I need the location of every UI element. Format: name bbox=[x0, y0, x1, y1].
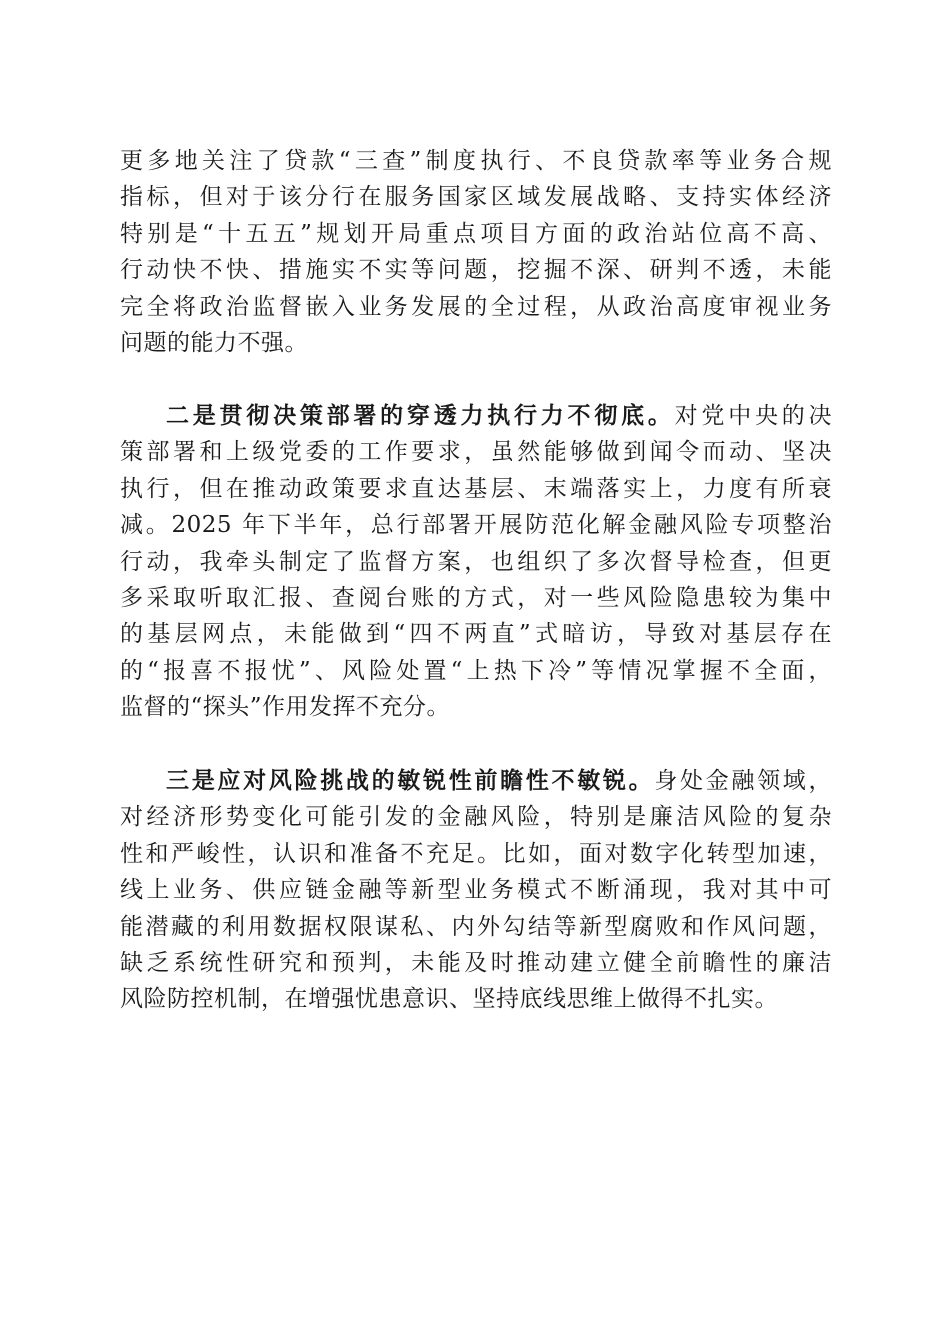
paragraph-first-line bbox=[120, 398, 832, 434]
paragraph-line: 行动，我牵头制定了监督方案，也组织了多次督导检查，但更 bbox=[120, 548, 832, 575]
paragraph-line: 监督的“探头”作用发挥不充分。 bbox=[120, 694, 451, 721]
paragraph-line: 能潜藏的利用数据权限谋私、内外勾结等新型腐败和作风问题， bbox=[120, 913, 832, 940]
paragraph-line: 执行，但在推动政策要求直达基层、末端落实上，力度有所衰 bbox=[120, 475, 832, 502]
paragraph-line: 特别是“十五五”规划开局重点项目方面的政治站位高不高、 bbox=[120, 220, 832, 247]
paragraph-point-three bbox=[120, 763, 832, 1018]
paragraph-line: 线上业务、供应链金融等新型业务模式不断涌现，我对其中可 bbox=[120, 877, 832, 904]
paragraph-line: 指标，但对于该分行在服务国家区域发展战略、支持实体经济 bbox=[120, 184, 832, 211]
paragraph-line: 风险防控机制，在增强忧患意识、坚持底线思维上做得不扎实。 bbox=[120, 986, 778, 1013]
paragraph-first-line bbox=[120, 763, 832, 799]
paragraph-line: 的基层网点，未能做到“四不两直”式暗访，导致对基层存在 bbox=[120, 621, 832, 648]
paragraph-line: 的“报喜不报忧”、风险处置“上热下冷”等情况掌握不全面， bbox=[120, 657, 832, 684]
paragraph-line: 完全将政治监督嵌入业务发展的全过程，从政治高度审视业务 bbox=[120, 293, 832, 320]
paragraph-line: 减。2025 年下半年，总行部署开展防范化解金融风险专项整治 bbox=[120, 512, 832, 539]
point-text: 对党中央的决 bbox=[674, 403, 833, 429]
paragraph-line: 策部署和上级党委的工作要求，虽然能够做到闻令而动、坚决 bbox=[120, 439, 832, 466]
point-heading: 二是贯彻决策部署的穿透力执行力不彻底。 bbox=[166, 402, 675, 429]
paragraph-line: 行动快不快、措施实不实等问题，挖掘不深、研判不透，未能 bbox=[120, 257, 832, 284]
paragraph-line: 缺乏系统性研究和预判，未能及时推动建立健全前瞻性的廉洁 bbox=[120, 949, 832, 976]
paragraph-continuation bbox=[120, 143, 832, 361]
paragraph-point-two bbox=[120, 398, 832, 726]
point-text: 身处金融领域， bbox=[654, 768, 833, 794]
paragraph-line: 性和严峻性，认识和准备不充足。比如，面对数字化转型加速， bbox=[120, 840, 832, 867]
point-heading: 三是应对风险挑战的敏锐性前瞻性不敏锐。 bbox=[166, 767, 655, 794]
paragraph-line: 多采取听取汇报、查阅台账的方式，对一些风险隐患较为集中 bbox=[120, 584, 832, 611]
paragraph-line: 对经济形势变化可能引发的金融风险，特别是廉洁风险的复杂 bbox=[120, 804, 832, 831]
paragraph-line: 问题的能力不强。 bbox=[120, 329, 308, 356]
paragraph-line: 更多地关注了贷款“三查”制度执行、不良贷款率等业务合规 bbox=[120, 148, 832, 174]
